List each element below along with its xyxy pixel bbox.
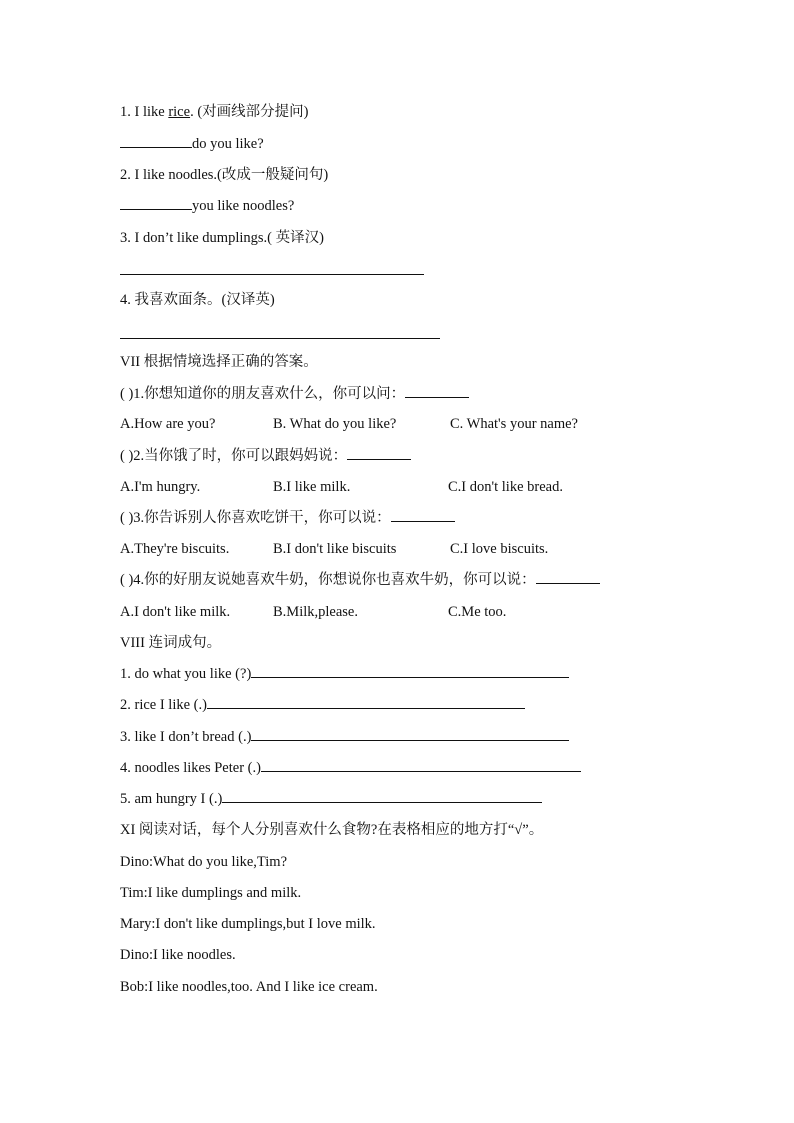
s7-q3-blank[interactable] xyxy=(391,509,455,522)
q1-underlined-word: rice xyxy=(168,104,191,120)
dialogue-line-3: Mary:I don't like dumplings,but I love milk. xyxy=(120,916,376,932)
q1-answer-tail: do you like? xyxy=(192,136,264,152)
answer-paren[interactable]: ( ) xyxy=(120,386,134,402)
s7-q4-option-b[interactable]: B.Milk,please. xyxy=(273,604,358,620)
dialogue-line-1: Dino:What do you like,Tim? xyxy=(120,854,288,870)
answer-paren[interactable]: ( ) xyxy=(120,448,134,464)
s7-q1 xyxy=(120,384,469,404)
s7-q1-prompt: 1.你想知道你的朋友喜欢什么，你可以问： xyxy=(133,386,406,402)
q2-answer-blank[interactable] xyxy=(120,197,192,210)
s8-item-4 xyxy=(120,758,581,778)
s7-q3-option-c[interactable]: C.I love biscuits. xyxy=(450,541,549,557)
s8-item-text: 1. do what you like (?) xyxy=(120,666,252,682)
s8-item-blank[interactable] xyxy=(207,696,525,709)
dialogue-line-2: Tim:I like dumplings and milk. xyxy=(120,885,302,901)
section8-heading: VIII 连词成句。 xyxy=(120,635,222,651)
s7-q2 xyxy=(120,446,411,466)
s8-item-text: 2. rice I like (.) xyxy=(120,697,207,713)
q2-answer-line xyxy=(120,196,294,216)
q2-answer-tail: you like noodles? xyxy=(192,198,295,214)
s7-q1-option-a[interactable]: A.How are you? xyxy=(120,416,216,432)
s7-q3 xyxy=(120,508,455,528)
s7-q3-prompt: 3.你告诉别人你喜欢吃饼干，你可以说： xyxy=(133,510,391,526)
q1-answer-blank[interactable] xyxy=(120,135,192,148)
s7-q2-option-c[interactable]: C.I don't like bread. xyxy=(448,479,563,495)
s8-item-text: 5. am hungry I (.) xyxy=(120,791,223,807)
s7-q4-option-c[interactable]: C.Me too. xyxy=(448,604,507,620)
s8-item-text: 3. like I don’t bread (.) xyxy=(120,729,252,745)
s8-item-blank[interactable] xyxy=(261,759,581,772)
s7-q4-prompt: 4.你的好朋友说她喜欢牛奶，你想说你也喜欢牛奶，你可以说： xyxy=(133,572,536,588)
s8-item-2 xyxy=(120,695,525,715)
s7-q1-option-b[interactable]: B. What do you like? xyxy=(273,416,397,432)
q3-answer-rule[interactable] xyxy=(120,274,424,275)
s7-q2-prompt: 2.当你饿了时，你可以跟妈妈说： xyxy=(133,448,348,464)
s8-item-5 xyxy=(120,789,542,809)
section7-heading: VII 根据情境选择正确的答案。 xyxy=(120,354,318,370)
q4-line: 4. 我喜欢面条。(汉译英) xyxy=(120,292,275,308)
s7-q3-option-a[interactable]: A.They're biscuits. xyxy=(120,541,230,557)
s7-q1-option-c[interactable]: C. What's your name? xyxy=(450,416,578,432)
q3-line: 3. I don’t like dumplings.( 英译汉) xyxy=(120,230,324,246)
q1-prefix: 1. I like xyxy=(120,104,169,120)
s8-item-blank[interactable] xyxy=(222,790,542,803)
s7-q4-blank[interactable] xyxy=(536,571,600,584)
q2-line: 2. I like noodles.(改成一般疑问句) xyxy=(120,167,329,183)
q4-answer-rule[interactable] xyxy=(120,338,440,339)
s7-q1-blank[interactable] xyxy=(405,385,469,398)
s8-item-blank[interactable] xyxy=(251,728,569,741)
s8-item-1 xyxy=(120,664,569,684)
s8-item-3 xyxy=(120,727,569,747)
s8-item-blank[interactable] xyxy=(251,665,569,678)
dialogue-line-5: Bob:I like noodles,too. And I like ice cream. xyxy=(120,979,378,995)
answer-paren[interactable]: ( ) xyxy=(120,572,134,588)
answer-paren[interactable]: ( ) xyxy=(120,510,134,526)
dialogue-line-4: Dino:I like noodles. xyxy=(120,947,236,963)
s7-q3-option-b[interactable]: B.I don't like biscuits xyxy=(273,541,397,557)
s7-q2-blank[interactable] xyxy=(347,447,411,460)
s8-item-text: 4. noodles likes Peter (.) xyxy=(120,760,261,776)
s7-q2-option-b[interactable]: B.I like milk. xyxy=(273,479,351,495)
s7-q4-option-a[interactable]: A.I don't like milk. xyxy=(120,604,231,620)
q1-line xyxy=(120,102,308,122)
s7-q2-option-a[interactable]: A.I'm hungry. xyxy=(120,479,201,495)
s7-q4 xyxy=(120,570,600,590)
q1-answer-line xyxy=(120,134,264,154)
section9-heading: XI 阅读对话，每个人分别喜欢什么食物?在表格相应的地方打“√”。 xyxy=(120,822,544,838)
q1-suffix: . (对画线部分提问) xyxy=(190,104,309,120)
